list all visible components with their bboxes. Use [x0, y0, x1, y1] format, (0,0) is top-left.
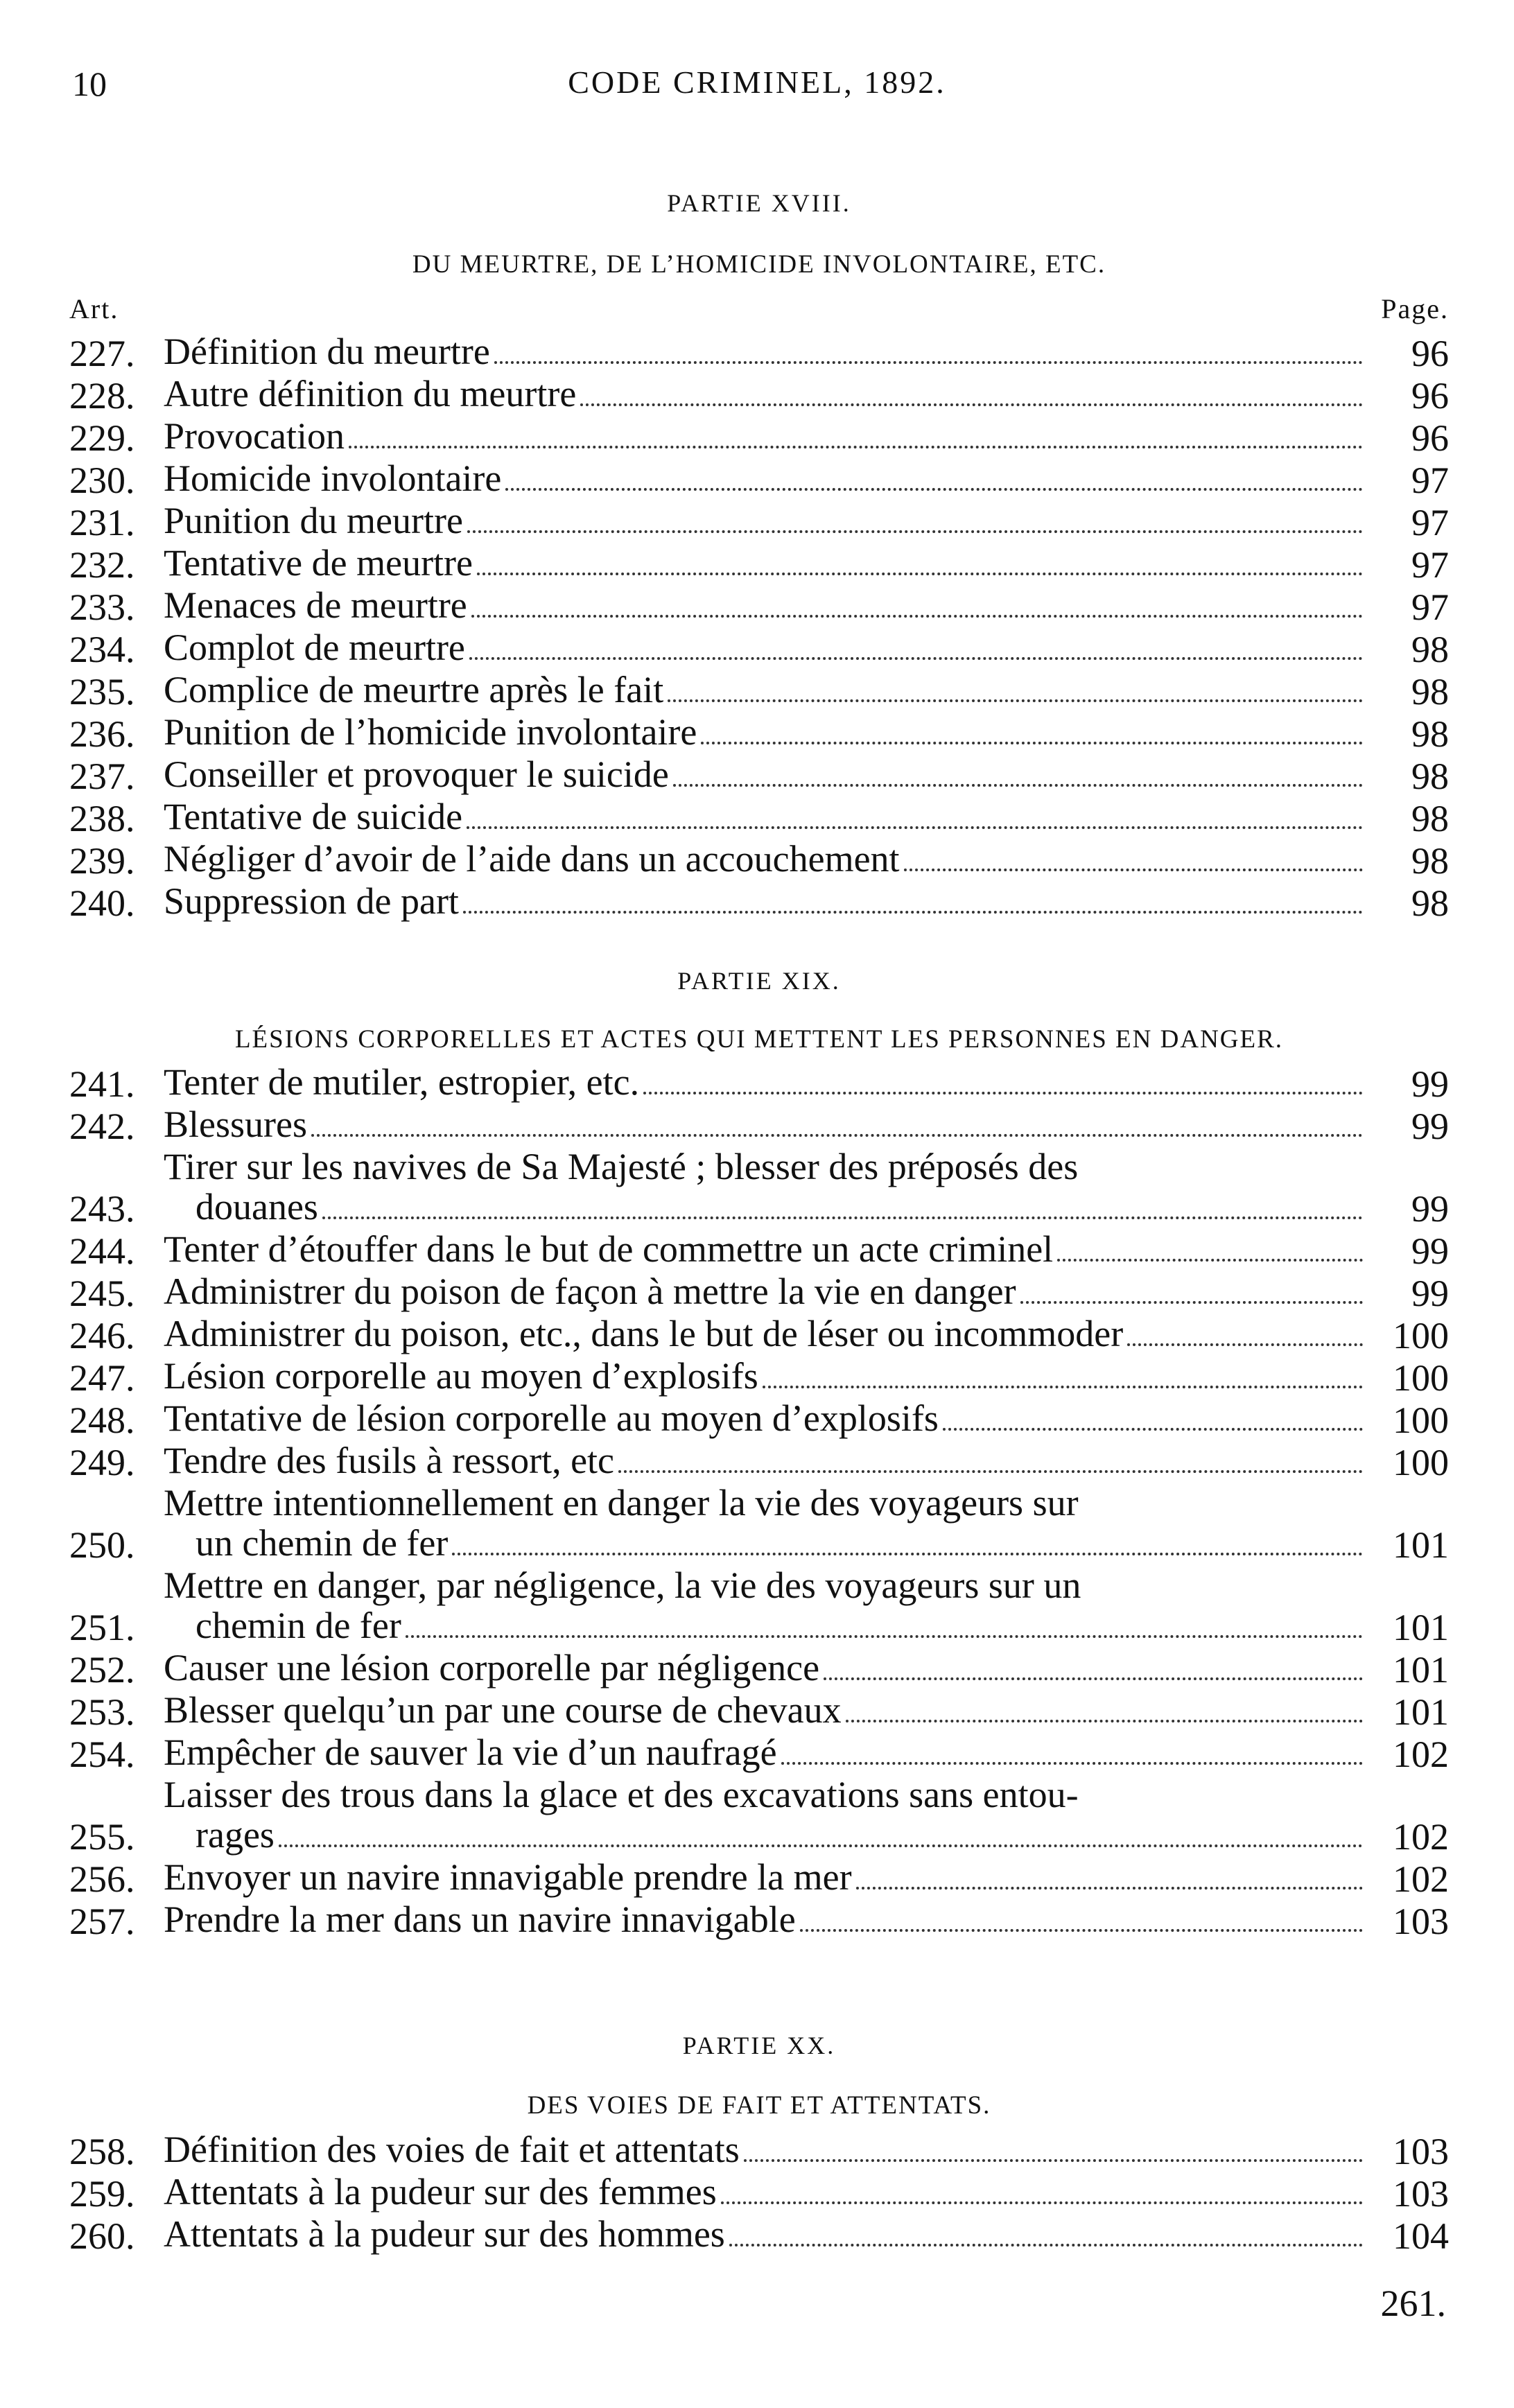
article-number: 258. — [69, 2131, 135, 2172]
toc-entry — [69, 1857, 1449, 1899]
page-reference: 98 — [1411, 798, 1449, 839]
article-number: 239. — [69, 840, 135, 882]
entry-title: Négliger d’avoir de l’aide dans un accouchement — [164, 838, 900, 880]
part-label: PARTIE XVIII. — [667, 189, 851, 217]
toc-entry — [69, 1146, 1449, 1229]
article-number: 253. — [69, 1691, 135, 1733]
entry-title: Laisser des trous dans la glace et des excavations sans entou- — [164, 1774, 1079, 1815]
page-reference: 99 — [1411, 1230, 1449, 1272]
entry-title: Administrer du poison, etc., dans le but de léser ou incommoder — [164, 1313, 1124, 1354]
dot-leader — [1020, 1301, 1363, 1304]
entry-title: Attentats à la pudeur sur des hommes — [164, 2213, 725, 2255]
page-reference: 96 — [1411, 333, 1449, 374]
article-number: 233. — [69, 586, 135, 628]
toc-entry — [69, 1314, 1449, 1356]
toc-entry — [69, 2214, 1449, 2256]
toc-entry — [69, 881, 1449, 923]
article-number: 236. — [69, 713, 135, 755]
article-number: 250. — [69, 1524, 135, 1566]
toc-entry — [69, 1483, 1449, 1565]
entry-title: Prendre la mer dans un navire innavigable — [164, 1899, 796, 1940]
entry-title: Tentative de suicide — [164, 796, 463, 837]
article-number: 243. — [69, 1188, 135, 1230]
entry-title: Lésion corporelle au moyen d’explosifs — [164, 1355, 758, 1397]
page-number: 10 — [72, 64, 107, 103]
toc-entry — [69, 416, 1449, 458]
page-reference: 99 — [1411, 1188, 1449, 1230]
toc-entry — [69, 2129, 1449, 2172]
part-section — [69, 2031, 1449, 2256]
article-number: 234. — [69, 629, 135, 670]
article-number: 260. — [69, 2215, 135, 2257]
dot-leader — [469, 657, 1363, 660]
dot-leader — [904, 869, 1363, 871]
part-title: DU MEURTRE, DE L’HOMICIDE INVOLONTAIRE, ETC. — [412, 250, 1106, 279]
dot-leader — [322, 1216, 1363, 1219]
toc-entry — [69, 2172, 1449, 2214]
toc-entry — [69, 585, 1449, 627]
page-reference: 102 — [1393, 1734, 1449, 1775]
entry-title: Blessures — [164, 1103, 307, 1145]
article-number: 241. — [69, 1063, 135, 1105]
dot-leader — [701, 742, 1363, 744]
toc-entry — [69, 839, 1449, 881]
article-number: 251. — [69, 1607, 135, 1648]
page-reference: 99 — [1411, 1063, 1449, 1105]
article-number: 228. — [69, 375, 135, 417]
part-label: PARTIE XIX. — [677, 967, 841, 995]
dot-leader — [618, 1470, 1363, 1473]
toc-entry — [69, 1104, 1449, 1146]
entry-title: Tentative de meurtre — [164, 542, 473, 584]
entry-title: Définition des voies de fait et attentats — [164, 2129, 740, 2170]
page-reference: 103 — [1393, 2131, 1449, 2172]
entry-title: Homicide involontaire — [164, 457, 502, 499]
toc-entry — [69, 627, 1449, 670]
toc-entry — [69, 458, 1449, 500]
article-number: 229. — [69, 417, 135, 459]
entry-title: Mettre en danger, par négligence, la vie des voyageurs sur un — [164, 1564, 1081, 1606]
entry-title: Punition de l’homicide involontaire — [164, 711, 697, 753]
page-reference: 97 — [1411, 544, 1449, 586]
entry-title-continuation: rages — [195, 1814, 275, 1856]
article-number: 242. — [69, 1106, 135, 1147]
article-number: 245. — [69, 1273, 135, 1314]
dot-leader — [279, 1844, 1363, 1847]
toc-entry — [69, 1440, 1449, 1483]
toc-entry — [69, 796, 1449, 839]
toc-entry — [69, 754, 1449, 796]
toc-entry — [69, 1398, 1449, 1440]
page-reference: 102 — [1393, 1858, 1449, 1900]
signature-mark: 261. — [1380, 2283, 1446, 2324]
entry-title: Tirer sur les navives de Sa Majesté ; blesser des préposés des — [164, 1146, 1079, 1187]
toc-entry — [69, 1690, 1449, 1732]
page-reference: 104 — [1393, 2215, 1449, 2257]
dot-leader — [494, 361, 1363, 364]
dot-leader — [744, 2159, 1363, 2162]
dot-leader — [1127, 1343, 1363, 1346]
entry-title: Provocation — [164, 415, 345, 457]
article-number: 231. — [69, 502, 135, 543]
dot-leader — [505, 488, 1363, 491]
entry-title: Blesser quelqu’un par une course de chevaux — [164, 1689, 842, 1731]
article-number: 259. — [69, 2173, 135, 2215]
toc-entry — [69, 1229, 1449, 1271]
entry-title: Définition du meurtre — [164, 331, 490, 372]
article-number: 232. — [69, 544, 135, 586]
dot-leader — [311, 1134, 1363, 1137]
entry-title: Tenter de mutiler, estropier, etc. — [164, 1061, 640, 1103]
entry-title-continuation: chemin de fer — [195, 1605, 401, 1646]
toc-entry — [69, 500, 1449, 543]
article-number: 238. — [69, 798, 135, 839]
page-reference: 96 — [1411, 417, 1449, 459]
article-number: 254. — [69, 1734, 135, 1775]
page-reference: 100 — [1393, 1399, 1449, 1441]
entry-title-continuation: douanes — [195, 1186, 318, 1228]
entry-title: Empêcher de sauver la vie d’un naufragé — [164, 1731, 777, 1773]
dot-leader — [668, 699, 1363, 702]
dot-leader — [643, 1092, 1363, 1094]
entry-title: Complice de meurtre après le fait — [164, 669, 664, 710]
page-reference: 97 — [1411, 460, 1449, 501]
entry-list — [69, 2129, 1449, 2256]
page-reference: 100 — [1393, 1315, 1449, 1356]
dot-leader — [846, 1720, 1363, 1722]
toc-entry — [69, 1774, 1449, 1857]
page-reference: 98 — [1411, 840, 1449, 882]
entry-title: Complot de meurtre — [164, 627, 465, 668]
running-title: CODE CRIMINEL, 1892. — [568, 64, 946, 100]
article-number: 240. — [69, 882, 135, 924]
page-reference: 103 — [1393, 1901, 1449, 1942]
column-headers — [69, 293, 1449, 331]
part-label: PARTIE XX. — [682, 2032, 836, 2059]
page-reference: 98 — [1411, 882, 1449, 924]
toc-entry — [69, 1732, 1449, 1774]
entry-title: Administrer du poison de façon à mettre la vie en danger — [164, 1271, 1016, 1312]
article-number: 246. — [69, 1315, 135, 1356]
toc-entry — [69, 1899, 1449, 1942]
dot-leader — [763, 1386, 1363, 1388]
article-number: 244. — [69, 1230, 135, 1272]
entry-title-continuation: un chemin de fer — [195, 1522, 449, 1564]
entry-title: Tenter d’étouffer dans le but de commettre un acte criminel — [164, 1228, 1054, 1270]
entry-title: Tendre des fusils à ressort, etc — [164, 1440, 615, 1481]
article-number: 255. — [69, 1816, 135, 1858]
entry-title: Menaces de meurtre — [164, 584, 467, 626]
article-number: 227. — [69, 333, 135, 374]
dot-leader — [467, 530, 1363, 533]
entry-title: Conseiller et provoquer le suicide — [164, 753, 669, 795]
page-reference: 97 — [1411, 502, 1449, 543]
page-reference: 101 — [1393, 1649, 1449, 1691]
article-number: 237. — [69, 756, 135, 797]
article-number: 247. — [69, 1357, 135, 1399]
entry-title: Causer une lésion corporelle par négligence — [164, 1647, 820, 1689]
page-reference: 98 — [1411, 629, 1449, 670]
dot-leader — [471, 615, 1363, 618]
page-reference: 98 — [1411, 756, 1449, 797]
article-number: 256. — [69, 1858, 135, 1900]
entry-title: Tentative de lésion corporelle au moyen d’explosifs — [164, 1397, 939, 1439]
dot-leader — [673, 784, 1363, 787]
toc-entry — [69, 374, 1449, 416]
dot-leader — [467, 826, 1363, 829]
entry-title: Mettre intentionnellement en danger la vie des voyageurs sur — [164, 1482, 1079, 1524]
page-reference: 98 — [1411, 713, 1449, 755]
page-reference: 101 — [1393, 1607, 1449, 1648]
toc-entry — [69, 670, 1449, 712]
dot-leader — [580, 403, 1363, 406]
page-reference: 102 — [1393, 1816, 1449, 1858]
dot-leader — [463, 911, 1363, 914]
toc-entry — [69, 331, 1449, 374]
dot-leader — [824, 1677, 1363, 1680]
page-reference: 97 — [1411, 586, 1449, 628]
article-number: 257. — [69, 1901, 135, 1942]
article-number: 230. — [69, 460, 135, 501]
page-reference: 99 — [1411, 1106, 1449, 1147]
dot-leader — [477, 573, 1363, 575]
article-number: 249. — [69, 1442, 135, 1483]
toc-entry — [69, 543, 1449, 585]
page-reference: 101 — [1393, 1691, 1449, 1733]
dot-leader — [781, 1762, 1363, 1765]
entry-list — [69, 331, 1449, 923]
entry-title: Autre définition du meurtre — [164, 373, 577, 415]
entry-list — [69, 1062, 1449, 1942]
article-number: 252. — [69, 1649, 135, 1691]
part-section — [69, 966, 1449, 1942]
dot-leader — [729, 2244, 1363, 2246]
dot-leader — [800, 1929, 1363, 1932]
toc-entry — [69, 712, 1449, 754]
page-reference: 103 — [1393, 2173, 1449, 2215]
part-title: LÉSIONS CORPORELLES ET ACTES QUI METTENT LES PERSONNES EN DANGER. — [234, 1025, 1284, 1054]
part-title: DES VOIES DE FAIT ET ATTENTATS. — [527, 2091, 991, 2120]
page-reference: 101 — [1393, 1524, 1449, 1566]
dot-leader — [1057, 1259, 1363, 1262]
entry-title: Envoyer un navire innavigable prendre la mer — [164, 1856, 852, 1898]
page-reference: 96 — [1411, 375, 1449, 417]
toc-entry — [69, 1648, 1449, 1690]
dot-leader — [406, 1635, 1363, 1638]
toc-entry — [69, 1062, 1449, 1104]
dot-leader — [856, 1887, 1363, 1890]
entry-title: Punition du meurtre — [164, 500, 463, 541]
page-reference: 99 — [1411, 1273, 1449, 1314]
toc-entry — [69, 1565, 1449, 1648]
article-number: 235. — [69, 671, 135, 713]
entry-title: Suppression de part — [164, 880, 459, 922]
dot-leader — [349, 446, 1363, 448]
dot-leader — [721, 2201, 1363, 2204]
entry-title: Attentats à la pudeur sur des femmes — [164, 2171, 717, 2213]
page-reference: 100 — [1393, 1442, 1449, 1483]
part-section — [69, 189, 1449, 923]
art-column-header: Art. — [69, 293, 119, 324]
toc-entry — [69, 1271, 1449, 1314]
dot-leader — [452, 1553, 1363, 1555]
article-number: 248. — [69, 1399, 135, 1441]
page-reference: 98 — [1411, 671, 1449, 713]
dot-leader — [943, 1428, 1363, 1431]
toc-entry — [69, 1356, 1449, 1398]
page-reference: 100 — [1393, 1357, 1449, 1399]
page-column-header: Page. — [1381, 293, 1449, 324]
